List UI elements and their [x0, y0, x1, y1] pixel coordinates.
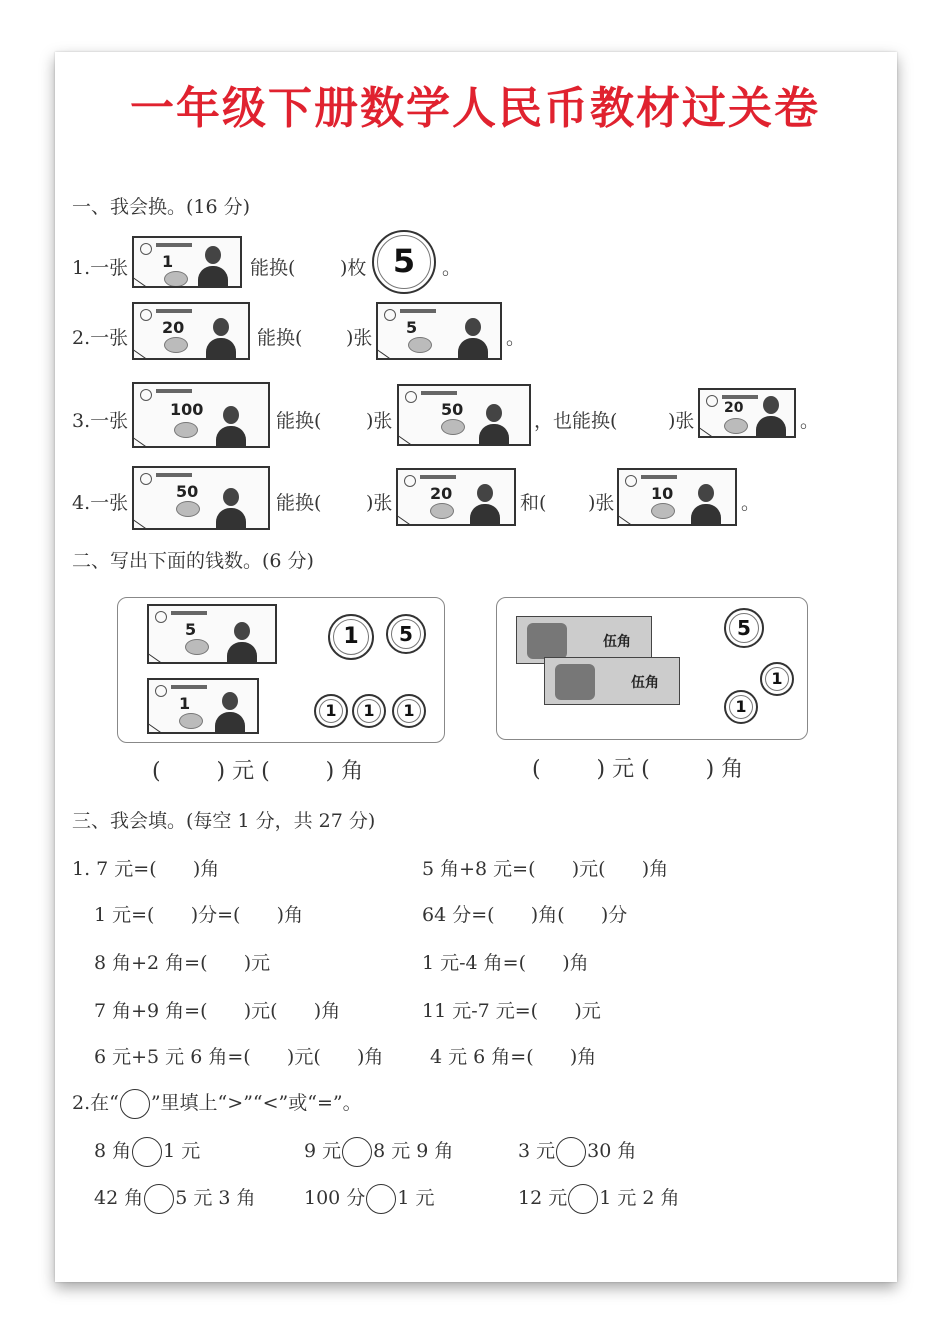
coin-1-jiao: 1	[352, 694, 386, 728]
compare-3: 3 元 30 角	[518, 1136, 636, 1167]
q3-exchange-2: ，也能换(	[534, 410, 618, 432]
q2-unit: )张	[346, 327, 373, 349]
q1-exchange: 能换(	[250, 257, 296, 279]
banknote-100-yuan: 100	[132, 382, 270, 448]
box1-answer: ( ) 元 ( ) 角	[152, 759, 364, 784]
answer-circle[interactable]	[342, 1137, 372, 1167]
q4-and: 和(	[520, 492, 547, 514]
compare-6: 12 元 1 元 2 角	[518, 1183, 680, 1214]
compare-2: 9 元 8 元 9 角	[304, 1136, 453, 1167]
coin-5-jiao-box1: 5	[386, 614, 426, 654]
q2-exchange: 能换(	[257, 327, 303, 349]
q2-end: 。	[506, 327, 526, 349]
q3-prefix: 3.一张	[72, 410, 129, 432]
q1-end: 。	[442, 257, 462, 279]
banknote-20-yuan-q4: 20	[396, 468, 516, 526]
fill-row-4-left: 7 角+9 角=( )元( )角	[94, 1000, 341, 1022]
fill-row-1-right: 5 角+8 元=( )元( )角	[422, 858, 669, 880]
fill-row-2-left: 1 元=( )分=( )角	[94, 904, 304, 926]
compare-instruction: 2.在“ ”里填上“>”“<”或“=”。	[72, 1088, 362, 1119]
q3-exchange: 能换(	[276, 410, 322, 432]
fill-row-4-right: 11 元-7 元=( )元	[422, 1000, 601, 1022]
banknote-5-jiao-old: 伍角	[544, 657, 680, 705]
q4-unit-2: )张	[588, 492, 615, 514]
fill-row-5-left: 6 元+5 元 6 角=( )元( )角	[94, 1046, 384, 1068]
page-title: 一年级下册数学人民币教材过关卷	[130, 83, 820, 134]
q4-prefix: 4.一张	[72, 492, 129, 514]
coin-1-jiao: 1	[392, 694, 426, 728]
answer-circle[interactable]	[366, 1184, 396, 1214]
banknote-5-yuan-box1: 5	[147, 604, 277, 664]
q3-unit-2: )张	[668, 410, 695, 432]
q2-prefix: 2.一张	[72, 327, 129, 349]
answer-circle[interactable]	[132, 1137, 162, 1167]
fill-row-3-right: 1 元-4 角=( )角	[422, 952, 589, 974]
section-3-heading: 三、我会填。(每空 1 分，共 27 分)	[72, 810, 376, 832]
answer-circle[interactable]	[144, 1184, 174, 1214]
section-1-heading: 一、我会换。(16 分)	[72, 196, 251, 218]
box2-answer: ( ) 元 ( ) 角	[532, 757, 744, 782]
banknote-1-yuan-box1: 1	[147, 678, 259, 734]
fill-row-3-left: 8 角+2 角=( )元	[94, 952, 271, 974]
compare-1: 8 角 1 元	[94, 1136, 200, 1167]
compare-circle-icon	[120, 1089, 150, 1119]
coin-1-jiao-box2: 1	[724, 690, 758, 724]
q1-prefix: 1.一张	[72, 257, 129, 279]
answer-circle[interactable]	[556, 1137, 586, 1167]
banknote-1-yuan: 1	[132, 236, 242, 288]
q3-unit: )张	[366, 410, 393, 432]
compare-4: 42 角 5 元 3 角	[94, 1183, 256, 1214]
section-2-heading: 二、写出下面的钱数。(6 分)	[72, 550, 314, 572]
banknote-10-yuan: 10	[617, 468, 737, 526]
answer-circle[interactable]	[568, 1184, 598, 1214]
compare-5: 100 分 1 元	[304, 1183, 434, 1214]
banknote-20-yuan-small: 20	[698, 388, 796, 438]
q4-unit: )张	[366, 492, 393, 514]
banknote-50-yuan: 50	[397, 384, 531, 446]
banknote-20-yuan: 20	[132, 302, 250, 360]
coin-1-yuan: 1	[328, 614, 374, 660]
banknote-50-yuan-q4: 50	[132, 466, 270, 530]
coin-5-jiao-box2: 5	[724, 608, 764, 648]
banknote-5-jiao-old: 伍角	[516, 616, 652, 664]
q1-unit: )枚	[340, 257, 367, 279]
fill-row-2-right: 64 分=( )角( )分	[422, 904, 628, 926]
q4-exchange: 能换(	[276, 492, 322, 514]
coin-5-jiao: 5	[372, 230, 436, 294]
coin-1-jiao: 1	[314, 694, 348, 728]
q3-end: 。	[800, 410, 820, 432]
fill-row-1-left: 1. 7 元=( )角	[72, 858, 220, 880]
fill-row-5-right: 4 元 6 角=( )角	[430, 1046, 597, 1068]
coin-1-jiao-box2: 1	[760, 662, 794, 696]
banknote-5-yuan: 5	[376, 302, 502, 360]
q4-end: 。	[741, 492, 761, 514]
